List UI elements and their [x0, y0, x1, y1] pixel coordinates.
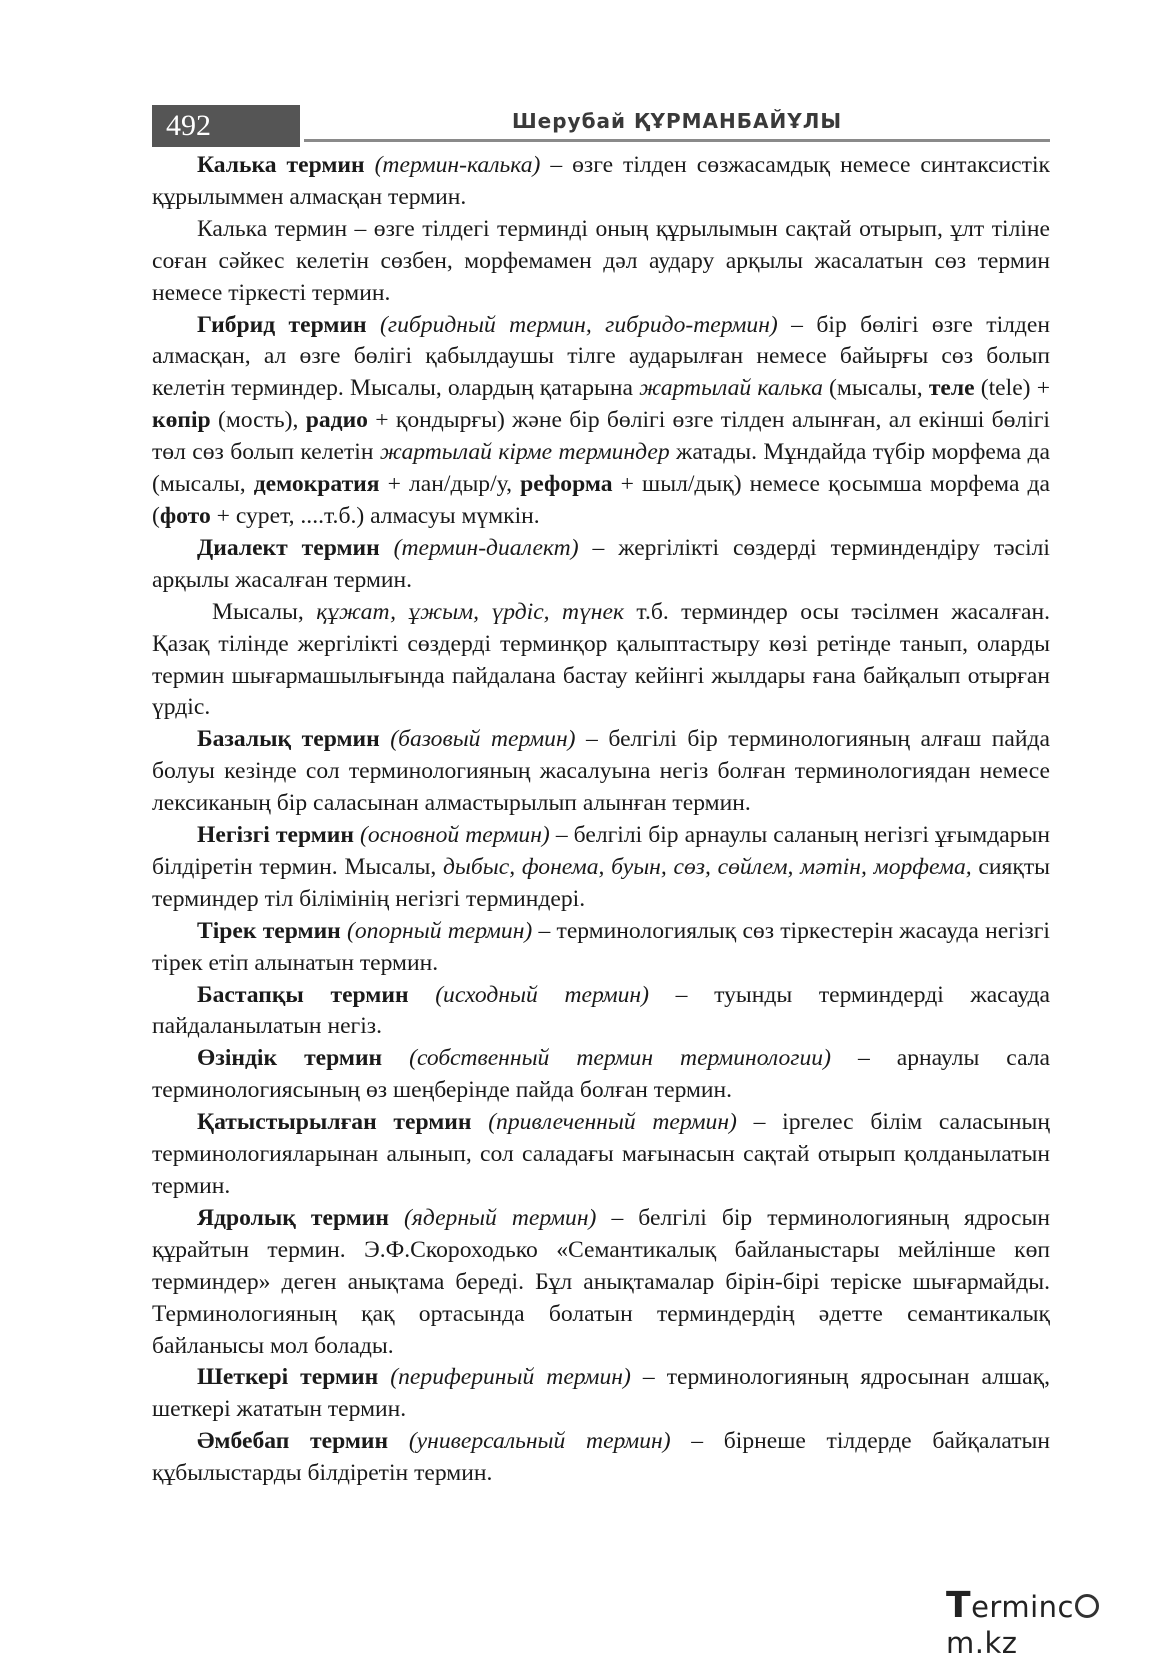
gloss-dialect: (термин-диалект)	[393, 534, 579, 561]
gloss-borrowed: (привлеченный термин)	[488, 1109, 737, 1136]
paragraph-source-term: Бастапқы термин (исходный термин) – туынды терминдерді жасауда пайдаланылатын негіз.	[152, 981, 1050, 1040]
paragraph-base-term: Базалық термин (базовый термин) – белгілі бір терминологияның алғаш пайда болуы кезінде сол терминологияның жасалуына негіз болған терминологиядан немесе лексиканың бір саласынан алмастырылып алынған термин.	[152, 726, 1050, 817]
paragraph-core-term: Ядролық термин (ядерный термин) – белгілі бір терминологияның ядросын құрайтын термин. Э.Ф.Скороходько «Семантикалық байланыстары мейлінше көп терминдер» деген анықтама береді. Бұл анықтамалар бірін-бірі теріске шығармайды. Терминологияның қақ ортасында болатын терминдердің әдетте семантикалық байланысы мол болады.	[152, 1204, 1050, 1359]
paragraph-borrowed-term: Қатыстырылған термин (привлеченный термин) – іргелес білім саласының терминологияларынан алынып, сол саладағы мағынасын сақтай отырып қолданылатын термин.	[152, 1109, 1050, 1199]
gloss-hybrid: (гибридный термин, гибридо-термин)	[380, 311, 778, 338]
term-dialect: Диалект термин	[197, 534, 380, 561]
gloss-base: (базовый термин)	[390, 726, 576, 753]
paragraph-hybrid-term: Гибрид термин (гибридный термин, гибридо-термин) – бір бөлігі өзге тілден алмасқан, ал өзге бөлігі қабылдаушы тілге аударылған немесе байырғы сөз болып келетін терминдер. Мысалы, олардың қатарына жартылай калька (мысалы, теле (tele) + көпір (мость), радио + қондырғы) және бір бөлігі өзге тілден алынған, ал екінші бөлігі төл сөз болып келетін жартылай кірме терминдер жатады. Мұндайда түбір морфема да (мысалы, демократия + лан/дыр/у, реформа + шыл/дық) немесе қосымша морфема да (фото + сурет, ....т.б.) алмасуы мүмкін.	[152, 311, 1051, 529]
gloss-universal: (универсальный термин)	[408, 1428, 671, 1455]
gloss-source: (исходный термин)	[435, 981, 649, 1008]
term-main: Негізгі термин	[197, 822, 354, 849]
gloss-peripheral: (перифериный термин)	[390, 1364, 631, 1391]
paragraph-dialect-term: Диалект термин (термин-диалект) – жергілікті сөздерді терминдендіру тәсілі арқылы жасалған термин.	[152, 534, 1050, 593]
term-borrowed: Қатыстырылған термин	[197, 1109, 472, 1136]
term-hybrid: Гибрид термин	[197, 311, 367, 338]
logo-ring-icon	[1075, 1594, 1099, 1618]
term-source: Бастапқы термин	[197, 981, 409, 1008]
term-own: Өзіндік термин	[197, 1045, 383, 1072]
paragraph-universal-term: Әмбебап термин (универсальный термин) – бірнеше тілдерде байқалатын құбылыстарды білдіретін термин.	[152, 1428, 1050, 1487]
term-peripheral: Шеткері термин	[197, 1364, 379, 1391]
paragraph-dialect-examples: Мысалы, құжат, ұжым, үрдіс, түнек т.б. терминдер осы тәсілмен жасалған. Қазақ тілінде жергілікті сөздерді терминқор қалыптастыру көзі ретінде танып, оларды термин шығармашылығында пайдалана бастау кейінгі жылдары ғана байқалып отырған үрдіс.	[152, 598, 1050, 721]
gloss-main: (основной термин)	[360, 822, 550, 849]
running-header-author: Шерубай ҚҰРМАНБАЙҰЛЫ	[511, 109, 843, 133]
paragraph-support-term: Тірек термин (опорный термин) – терминологиялық сөз тіркестерін жасауда негізгі тірек етіп алынатын термин.	[152, 917, 1050, 976]
paragraph-kalka-term: Калька термин (термин-калька) – өзге тілден сөзжасамдық немесе синтаксистік құрылыммен алмасқан термин.	[152, 152, 1050, 210]
term-universal: Әмбебап термин	[197, 1428, 389, 1455]
paragraph-main-term: Негізгі термин (основной термин) – белгілі бір арнаулы саланың негізгі ұғымдарын білдіретін термин. Мысалы, дыбыс, фонема, буын, сөз, сөйлем, мәтін, морфема, сияқты терминдер тіл білімінің негізгі терминдері.	[152, 822, 1050, 912]
paragraph-own-term: Өзіндік термин (собственный термин терминологии) – арнаулы сала терминологиясының өз шеңберінде пайда болған термин.	[152, 1045, 1050, 1104]
term-base: Базалық термин	[197, 726, 380, 753]
gloss-own: (собственный термин терминологии)	[409, 1045, 831, 1072]
header-rule	[304, 139, 1050, 142]
term-support: Тірек термин	[197, 917, 341, 944]
gloss-core: (ядерный термин)	[404, 1204, 597, 1231]
page-number: 492	[152, 105, 300, 147]
page-body	[152, 150, 1050, 1490]
gloss-support: (опорный термин)	[347, 917, 533, 944]
term-kalka: Калька термин	[197, 152, 365, 178]
term-core: Ядролық термин	[197, 1204, 389, 1231]
termincom-logo: Termincm.kz	[946, 1585, 1158, 1660]
paragraph-kalka-definition: Калька термин – өзге тілдегі терминді оның құрылымын сақтай отырып, ұлт тіліне соған сәйкес келетін сөзбен, морфемамен дәл аудару арқылы жасалатын сөз термин немесе тіркесті термин.	[152, 215, 1050, 306]
gloss-kalka: (термин-калька)	[374, 152, 541, 178]
running-header	[152, 105, 1050, 147]
paragraph-peripheral-term: Шеткері термин (перифериный термин) – терминологияның ядросынан алшақ, шеткері жататын термин.	[152, 1364, 1050, 1423]
